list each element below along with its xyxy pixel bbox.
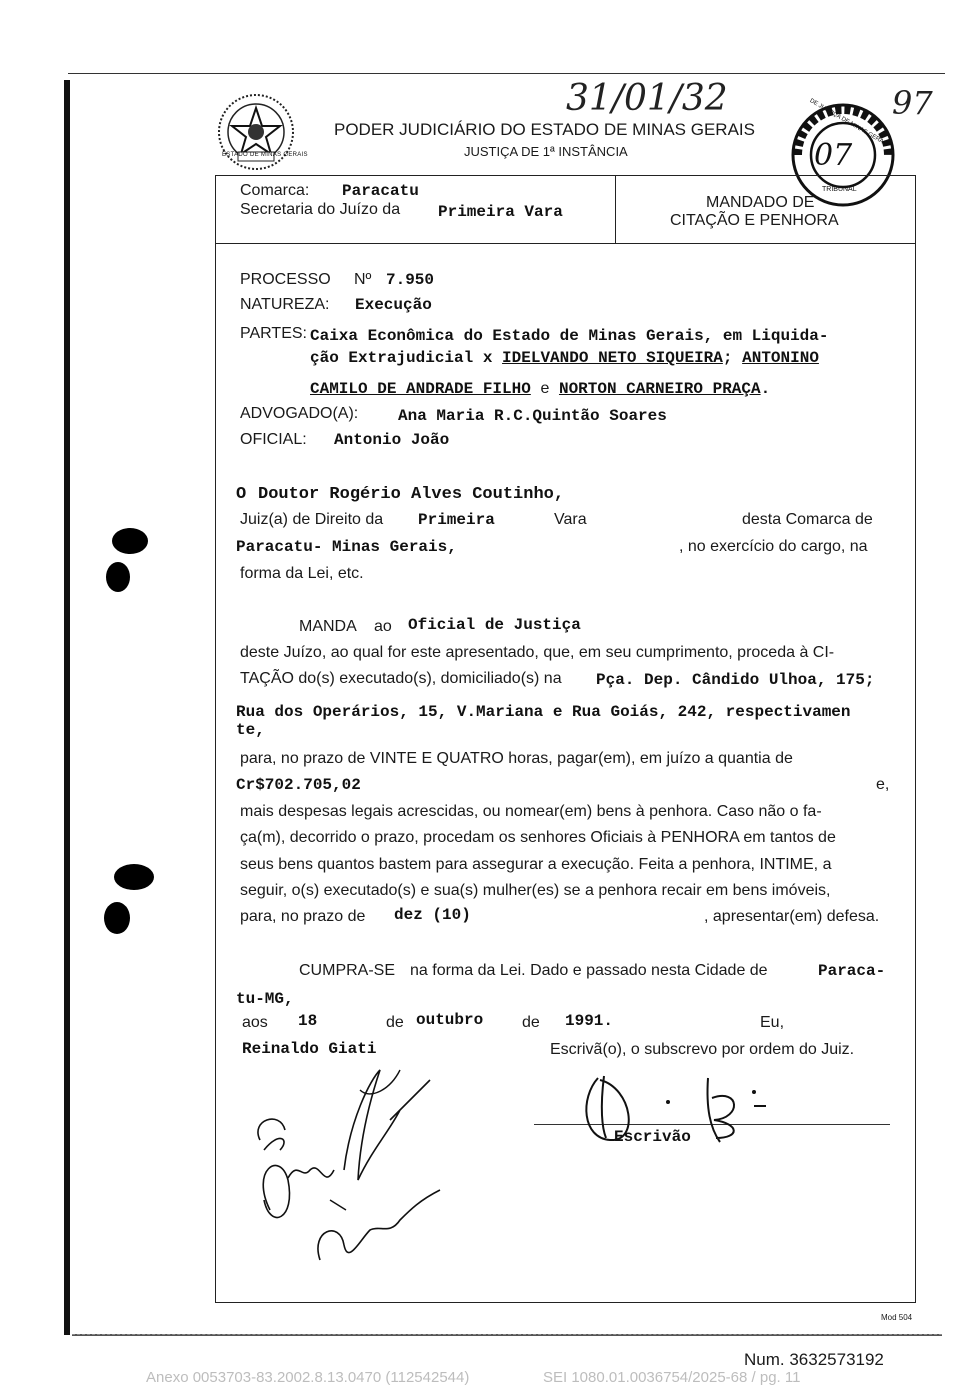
binder-hole-mark (106, 562, 130, 592)
manda-line-b3: em tantos de (743, 829, 836, 846)
natureza-label: NATUREZA: (240, 296, 330, 313)
cumpra-aos: aos (242, 1014, 268, 1031)
document-number: Num. 3632573192 (744, 1350, 884, 1369)
manda-destinatario: Oficial de Justiça (408, 616, 581, 634)
manda-line-b1: ça(m), decorrido o prazo, procedam os senhores Oficiais à (240, 829, 657, 846)
seal-number: 07 (814, 138, 853, 173)
partes-line2-text: ção Extrajudicial x (310, 349, 493, 367)
advogado-value: Ana Maria R.C.Quintão Soares (398, 407, 667, 425)
manda-label: MANDA (299, 618, 357, 635)
juiz-vara-nome: Primeira (418, 511, 495, 529)
prazo-text-c: horas, pagar(em), em juízo a quantia de (508, 750, 793, 767)
party-norton: NORTON CARNEIRO PRAÇA (558, 380, 761, 398)
prazo-horas: VINTE E QUATRO (369, 750, 504, 767)
escrivao-label: Escrivão (614, 1128, 691, 1146)
cumpra-text: na forma da Lei. Dado e passado nesta Cidade de (410, 962, 768, 979)
processo-label: PROCESSO (240, 271, 331, 288)
manda-line-c3: , a (813, 856, 832, 873)
defesa-prazo: dez (10) (394, 906, 471, 924)
manda-line-c (240, 856, 831, 874)
scan-bottom-edge (72, 1334, 942, 1336)
advogado-label: ADVOGADO(A): (240, 405, 359, 422)
form-model: Mod 504 (881, 1313, 913, 1322)
juiz-prefix: O (236, 485, 247, 504)
binder-hole-mark (104, 902, 130, 934)
juiz-exercicio: , no exercício do cargo, na (679, 538, 868, 555)
party-idelvando: IDELVANDO NETO SIQUEIRA (502, 349, 723, 367)
partes-line2 (310, 349, 819, 367)
manda-line-b (240, 829, 836, 847)
document-type-line2: CITAÇÃO E PENHORA (670, 212, 839, 229)
sei-reference: SEI 1080.01.0036754/2025-68 / pg. 11 (543, 1369, 801, 1386)
quantia-e: e, (876, 776, 890, 793)
manda-ao: ao (374, 618, 392, 635)
prazo-line (240, 750, 793, 768)
secretaria-value: Primeira Vara (438, 203, 563, 221)
handwritten-page-number: 97 (892, 84, 933, 122)
manda-line-c1: seus bens quantos bastem para assegurar a execução. Feita a penhora, (240, 856, 755, 873)
seal-text-top: DE JUSTIÇA DE MINAS GERAIS (808, 97, 890, 149)
escriva-nome: Reinaldo Giati (242, 1040, 377, 1058)
cumpra-ano: 1991. (565, 1012, 614, 1030)
anexo-reference: Anexo 0053703-83.2002.8.13.0470 (112542544) (146, 1369, 470, 1386)
header-row-divider (215, 243, 916, 244)
defendant-signatures (240, 1060, 470, 1280)
manda-line-a: mais despesas legais acrescidas, ou nomear(em) bens à penhora. Caso não o fa- (240, 803, 822, 820)
manda-endereco3: te, (236, 721, 265, 739)
partes-conjunction: e (540, 380, 550, 397)
party-camilo: CAMILO DE ANDRADE FILHO (310, 380, 531, 398)
processo-numero-label: Nº (354, 271, 372, 288)
prazo-text-a: para, no prazo de (240, 750, 366, 767)
oficial-value: Antonio João (334, 431, 450, 449)
partes-line1: Caixa Econômica do Estado de Minas Gerais, em Liquida- (310, 327, 829, 345)
cumpra-de1: de (386, 1014, 404, 1031)
party-antonino: ANTONINO (742, 349, 819, 367)
comarca-label: Comarca: (240, 182, 310, 199)
manda-line-e3: , apresentar(em) defesa. (704, 908, 880, 925)
juiz-nome: Doutor Rogério Alves Coutinho, (258, 485, 565, 504)
cumpra-label: CUMPRA-SE (299, 962, 396, 979)
binder-hole-mark (114, 864, 154, 890)
comarca-value: Paracatu (342, 182, 419, 200)
scan-top-edge (68, 73, 945, 74)
partes-line3 (310, 380, 770, 398)
manda-line2: deste Juízo, ao qual for este apresentado, que, em seu cumprimento, proceda à CI- (240, 644, 835, 661)
scan-left-edge (64, 80, 70, 1335)
cumpra-de2: de (522, 1014, 540, 1031)
coat-of-arms-icon (216, 92, 296, 172)
quantia-value: Cr$702.705,02 (236, 776, 361, 794)
juiz-comarca-de: desta Comarca de (742, 511, 873, 528)
partes-separator: ; (722, 349, 733, 367)
binder-hole-mark (112, 528, 148, 554)
escrivao-signature (570, 1068, 780, 1148)
manda-line-e1: para, no prazo de (240, 908, 366, 925)
cumpra-cidade2: tu-MG, (236, 990, 294, 1008)
manda-line-d: seguir, o(s) executado(s) e sua(s) mulher(es) se a penhora recair em bens imóveis, (240, 882, 831, 899)
oficial-label: OFICIAL: (240, 431, 307, 448)
juiz-cidade: Paracatu- Minas Gerais, (236, 538, 457, 556)
partes-label: PARTES: (240, 325, 307, 342)
handwritten-date: 31/01/32 (566, 78, 728, 119)
manda-endereco1: Pça. Dep. Cândido Ulhoa, 175; (596, 671, 875, 689)
manda-penhora: PENHORA (660, 829, 739, 846)
partes-period: . (760, 380, 771, 398)
document-type-line1: MANDADO DE (706, 194, 815, 211)
coat-of-arms-label: ESTADO DE MINAS GERAIS (222, 152, 308, 158)
juiz-cargo: Juiz(a) de Direito da (240, 511, 384, 528)
secretaria-label: Secretaria do Juízo da (240, 201, 401, 218)
instance-subtitle: JUSTIÇA DE 1ª INSTÂNCIA (464, 144, 628, 159)
juiz-forma: forma da Lei, etc. (240, 565, 364, 582)
escriva-text: Escrivã(o), o subscrevo por ordem do Juiz. (550, 1041, 855, 1058)
cumpra-mes: outubro (416, 1011, 484, 1029)
manda-line3: TAÇÃO do(s) executado(s), domiciliado(s) na (240, 670, 562, 687)
seal-text-bottom: TRIBUNAL (822, 186, 857, 193)
cumpra-eu: Eu, (760, 1014, 785, 1031)
manda-endereco2: Rua dos Operários, 15, V.Mariana e Rua Goiás, 242, respectivamen (236, 703, 851, 721)
manda-intime: INTIME (759, 856, 814, 873)
header-column-divider (615, 175, 616, 243)
cumpra-dia: 18 (298, 1012, 318, 1030)
cumpra-cidade1: Paraca- (818, 962, 886, 980)
institution-title: PODER JUDICIÁRIO DO ESTADO DE MINAS GERAIS (334, 120, 755, 139)
natureza-value: Execução (355, 296, 432, 314)
processo-numero: 7.950 (386, 271, 435, 289)
juiz-vara-label: Vara (554, 511, 587, 528)
